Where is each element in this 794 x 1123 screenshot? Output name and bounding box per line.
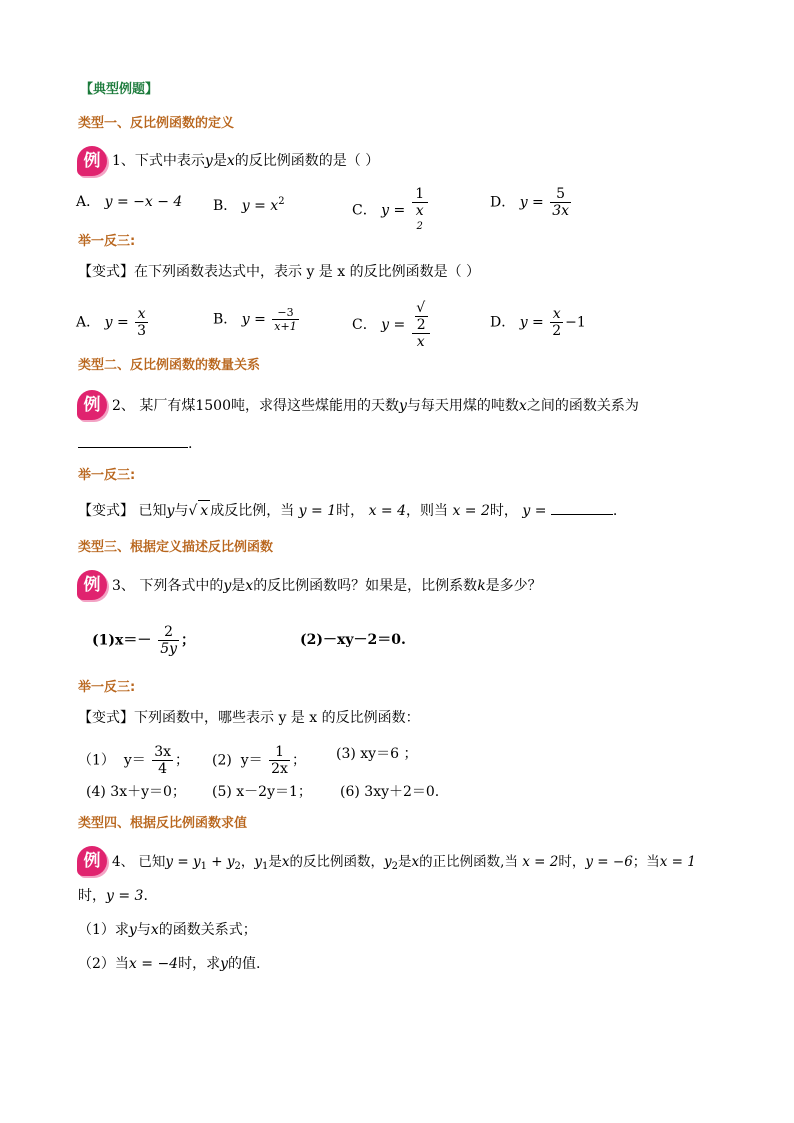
option-1c: C． y = 1 x 2 — [352, 186, 430, 235]
answer-blank-2[interactable]: . — [78, 434, 192, 454]
variant-option-1b: B． y = $\frac{-3}{x+1}$ — [213, 306, 297, 333]
variant-2: 【变式】 已知y与√ x 成反比例，当 y = 1时， x = 4，则当 x = 2时， y = . — [78, 500, 617, 521]
variant-3-item-5: (5) x－2y＝1； — [212, 784, 312, 800]
type1-heading: 类型一、反比例函数的定义 — [78, 116, 235, 131]
answer-blank-variant-2[interactable] — [551, 514, 613, 515]
type2-heading: 类型二、反比例函数的数量关系 — [78, 358, 261, 373]
variant-3-item-6: (6) 3xy＋2＝0. — [340, 784, 440, 800]
practice-heading-1: 举一反三: — [78, 234, 136, 249]
question-3: 3、 下列各式中的y是x的反比例函数吗？如果是，比例系数k是多少？ — [112, 578, 542, 594]
type3-heading: 类型三、根据定义描述反比例函数 — [78, 540, 274, 555]
sub-question-4-2: （2）当x = −4时，求y的值. — [78, 956, 261, 972]
question-2: 2、 某厂有煤1500吨，求得这些煤能用的天数y与每天用煤的吨数x之间的函数关系为 — [112, 398, 639, 414]
question-4: 4、 已知$y = y_1 + y_2$，$y_1$是x的反比例函数，$y_2$是x的正比例函数,当 x = 2时，y = −6；当x = 1 — [112, 854, 696, 872]
option-1a: A． y = −x − 4 — [76, 194, 183, 210]
practice-heading-3: 举一反三: — [78, 680, 136, 695]
variant-3-item-1: （1） y＝ $\frac{3x}{4}$ ； — [78, 744, 190, 777]
item-3-1: (1)x＝－ $\frac{2}{5y}$ ； — [92, 624, 196, 657]
question-4-line2: 时，y = 3. — [78, 888, 148, 904]
variant-3-item-2: (2) y＝ $\frac{1}{2x}$ ； — [212, 744, 306, 777]
type4-heading: 类型四、根据反比例函数求值 — [78, 816, 248, 831]
practice-heading-2: 举一反三: — [78, 468, 136, 483]
variant-option-1c: C． y = √ 2 x — [352, 300, 432, 350]
variant-1: 【变式】在下列函数表达式中，表示 y 是 x 的反比例函数是（ ） — [78, 264, 481, 280]
item-3-2: (2)－xy－2＝0. — [300, 632, 406, 648]
example-badge-2: 例 — [77, 390, 107, 420]
option-1d: D． y = $\frac{5}{3x}$ — [490, 186, 570, 219]
example-badge-1: 例 — [77, 146, 107, 176]
variant-3: 【变式】下列函数中，哪些表示 y 是 x 的反比例函数： — [78, 710, 420, 726]
example-badge-4: 例 — [77, 846, 107, 876]
variant-3-item-3: (3) xy＝6 ； — [336, 746, 418, 762]
variant-option-1a: A． y = $\frac{x}{3}$ — [76, 306, 147, 339]
option-1b: B． $y = x^2$ — [213, 196, 285, 214]
example-badge-3: 例 — [77, 570, 107, 600]
variant-3-item-4: (4) 3x＋y＝0； — [86, 784, 186, 800]
sub-question-4-1: （1）求y与x的函数关系式； — [78, 922, 257, 938]
section-title: 【典型例题】 — [80, 82, 159, 97]
question-1: 1、下式中表示y是x的反比例函数的是（ ） — [112, 153, 380, 169]
variant-option-1d: D． y = $\frac{x}{2}$ −1 — [490, 306, 586, 339]
